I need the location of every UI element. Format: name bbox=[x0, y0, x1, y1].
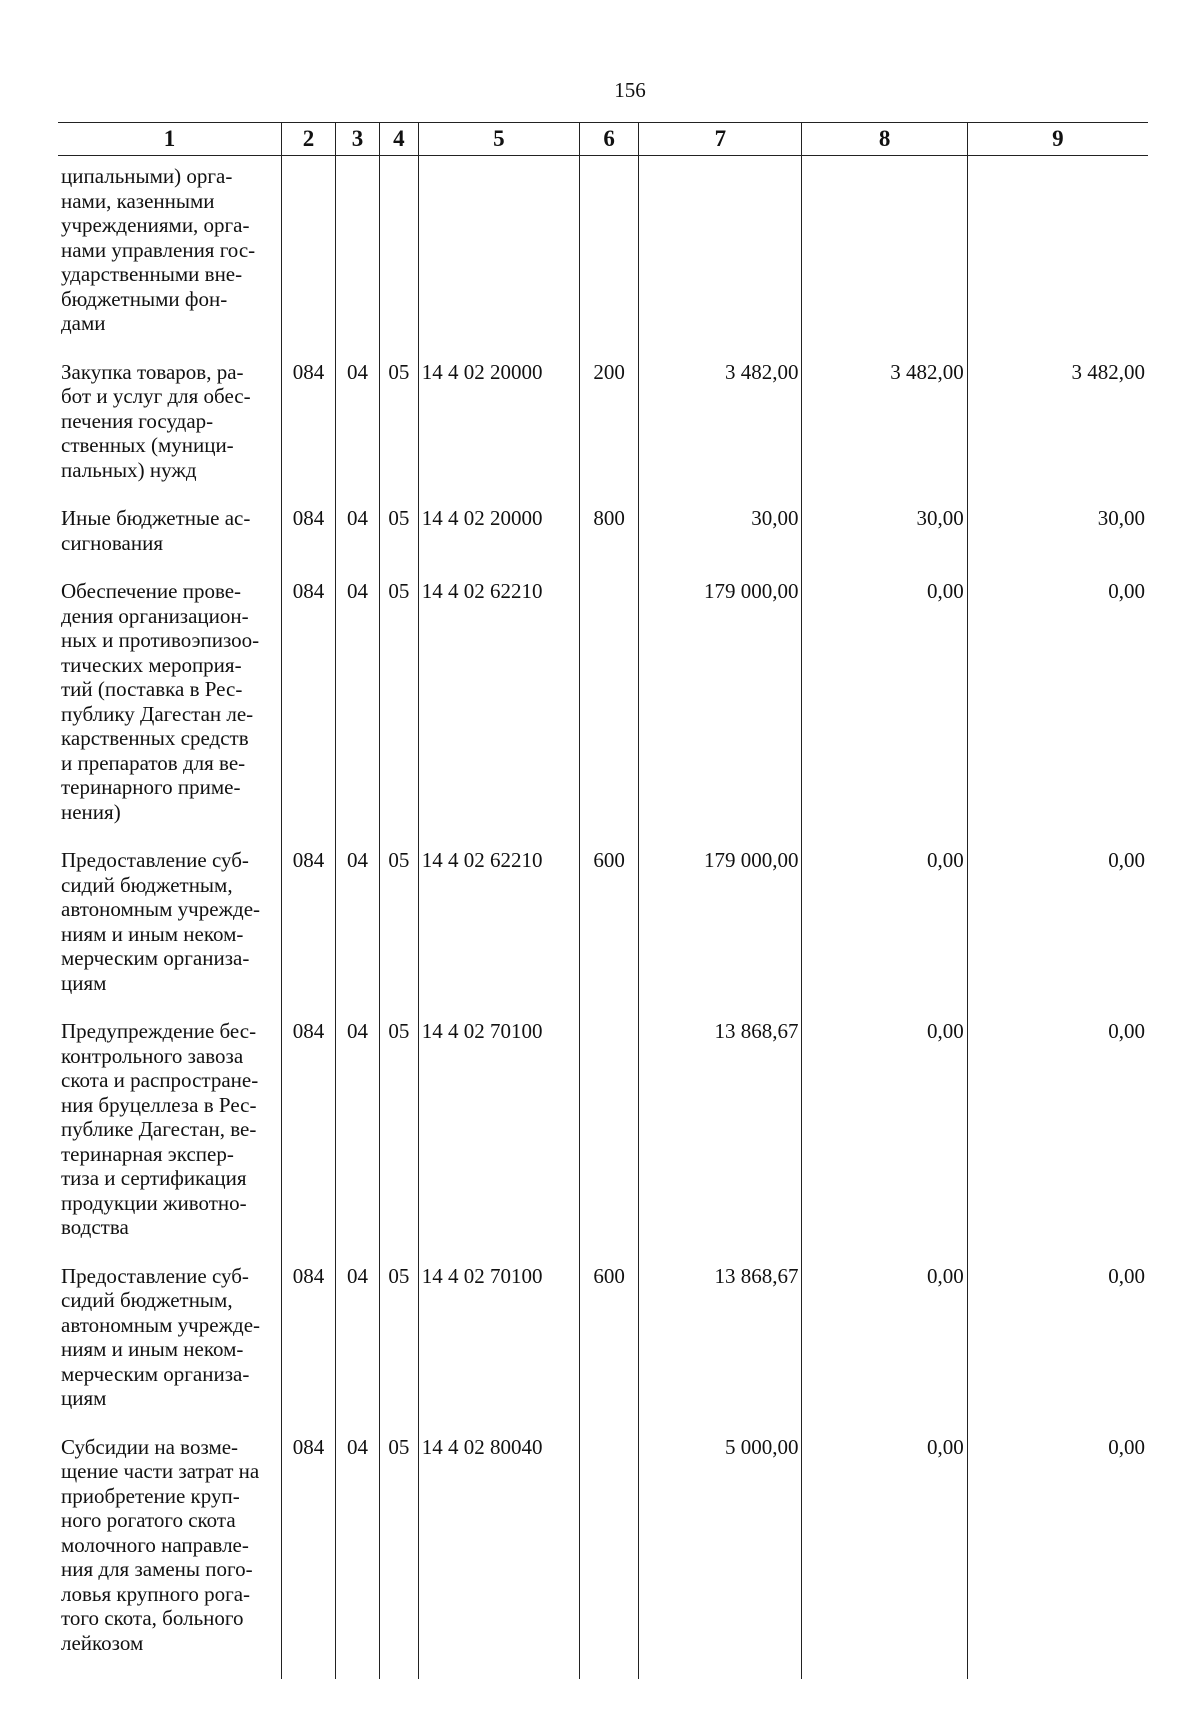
cell-amount-year1 bbox=[639, 156, 802, 360]
cell-amount-year2 bbox=[802, 156, 967, 360]
cell-expense-type bbox=[579, 156, 638, 360]
description-line: ципальными) орга- bbox=[61, 164, 233, 188]
description-line: ниям и иным неком- bbox=[61, 921, 244, 946]
description-line: сигнования bbox=[61, 530, 164, 555]
cell-amount-year2: 0,00 bbox=[802, 1435, 967, 1680]
cell-section: 04 bbox=[336, 1019, 380, 1264]
cell-expense-type: 800 bbox=[579, 506, 638, 579]
cell-description bbox=[58, 1435, 282, 1680]
cell-subsection: 05 bbox=[379, 1264, 418, 1435]
cell-section: 04 bbox=[336, 360, 380, 507]
description-line: печения государ- bbox=[61, 408, 214, 433]
cell-subsection: 05 bbox=[379, 848, 418, 1019]
table-row bbox=[58, 1019, 1148, 1264]
description-line: ственных (муници- bbox=[61, 433, 234, 457]
cell-amount-year3: 3 482,00 bbox=[967, 360, 1148, 507]
cell-target-article: 14 4 02 20000 bbox=[418, 360, 579, 507]
description-line: Закупка товаров, ра- bbox=[61, 359, 244, 384]
cell-amount-year2: 0,00 bbox=[802, 579, 967, 848]
cell-subsection: 05 bbox=[379, 1019, 418, 1264]
column-header: 1 bbox=[58, 123, 282, 156]
cell-description bbox=[58, 848, 282, 1019]
cell-ministry-code: 084 bbox=[282, 1264, 336, 1435]
description-line: сидий бюджетным, bbox=[61, 1288, 233, 1312]
description-line: нения) bbox=[61, 799, 121, 824]
cell-target-article: 14 4 02 20000 bbox=[418, 506, 579, 579]
description-line: ния бруцеллеза в Рес- bbox=[61, 1092, 257, 1117]
description-line: учреждениями, орга- bbox=[61, 213, 250, 237]
column-header: 8 bbox=[802, 123, 967, 156]
cell-target-article: 14 4 02 62210 bbox=[418, 848, 579, 1019]
column-header: 5 bbox=[418, 123, 579, 156]
description-line: циям bbox=[61, 970, 107, 995]
description-line: теринарного приме- bbox=[61, 775, 241, 799]
cell-expense-type bbox=[579, 1019, 638, 1264]
cell-subsection: 05 bbox=[379, 579, 418, 848]
description-line: карственных средств bbox=[61, 726, 249, 750]
table-row bbox=[58, 579, 1148, 848]
cell-amount-year1: 179 000,00 bbox=[639, 848, 802, 1019]
cell-ministry-code: 084 bbox=[282, 579, 336, 848]
description-line: мерческим организа- bbox=[61, 946, 250, 970]
cell-amount-year2: 0,00 bbox=[802, 1264, 967, 1435]
cell-subsection: 05 bbox=[379, 506, 418, 579]
description-line: водства bbox=[61, 1215, 129, 1239]
cell-expense-type: 200 bbox=[579, 360, 638, 507]
column-header: 3 bbox=[336, 123, 380, 156]
description-line: ниям и иным неком- bbox=[61, 1337, 244, 1361]
cell-amount-year3 bbox=[967, 156, 1148, 360]
table-body bbox=[58, 156, 1148, 1680]
cell-description bbox=[58, 1264, 282, 1435]
description-line: ния для замены пого- bbox=[61, 1557, 253, 1581]
description-line: продукции животно- bbox=[61, 1190, 247, 1215]
cell-target-article: 14 4 02 62210 bbox=[418, 579, 579, 848]
description-line: бюджетными фон- bbox=[61, 286, 228, 311]
cell-description bbox=[58, 156, 282, 360]
description-line: Иные бюджетные ас- bbox=[61, 506, 251, 530]
column-header: 4 bbox=[379, 123, 418, 156]
description-line: ловья крупного рога- bbox=[61, 1581, 251, 1606]
cell-amount-year1: 13 868,67 bbox=[639, 1264, 802, 1435]
cell-amount-year3: 0,00 bbox=[967, 1019, 1148, 1264]
cell-section: 04 bbox=[336, 1264, 380, 1435]
column-header: 6 bbox=[579, 123, 638, 156]
page-number: 156 bbox=[614, 78, 646, 102]
cell-amount-year3: 0,00 bbox=[967, 1264, 1148, 1435]
description-line: тических мероприя- bbox=[61, 652, 242, 677]
cell-subsection bbox=[379, 156, 418, 360]
cell-description bbox=[58, 360, 282, 507]
cell-amount-year3: 0,00 bbox=[967, 848, 1148, 1019]
table-row bbox=[58, 848, 1148, 1019]
table-header-row bbox=[58, 123, 1148, 156]
cell-amount-year3: 30,00 bbox=[967, 506, 1148, 579]
description-line: ного рогатого скота bbox=[61, 1508, 236, 1532]
cell-amount-year1: 13 868,67 bbox=[639, 1019, 802, 1264]
cell-amount-year1: 5 000,00 bbox=[639, 1435, 802, 1680]
cell-subsection: 05 bbox=[379, 1435, 418, 1680]
description-line: тиза и сертификация bbox=[61, 1166, 247, 1190]
cell-amount-year2: 0,00 bbox=[802, 1019, 967, 1264]
cell-section bbox=[336, 156, 380, 360]
description-line: нами, казенными bbox=[61, 188, 215, 213]
cell-amount-year3: 0,00 bbox=[967, 1435, 1148, 1680]
cell-ministry-code: 084 bbox=[282, 848, 336, 1019]
cell-section: 04 bbox=[336, 506, 380, 579]
cell-expense-type bbox=[579, 579, 638, 848]
description-line: скота и распростране- bbox=[61, 1068, 259, 1092]
cell-description bbox=[58, 1019, 282, 1264]
cell-section: 04 bbox=[336, 848, 380, 1019]
description-line: Предоставление суб- bbox=[61, 1263, 249, 1288]
cell-amount-year1: 3 482,00 bbox=[639, 360, 802, 507]
cell-subsection: 05 bbox=[379, 360, 418, 507]
column-header: 9 bbox=[967, 123, 1148, 156]
description-line: бот и услуг для обес- bbox=[61, 384, 251, 408]
description-line: контрольного завоза bbox=[61, 1043, 244, 1068]
description-line: пальных) нужд bbox=[61, 457, 197, 482]
cell-target-article: 14 4 02 70100 bbox=[418, 1264, 579, 1435]
description-line: приобретение круп- bbox=[61, 1483, 240, 1508]
description-line: автономным учрежде- bbox=[61, 1312, 261, 1337]
description-line: Предупреждение бес- bbox=[61, 1019, 257, 1043]
cell-expense-type: 600 bbox=[579, 848, 638, 1019]
description-line: Субсидии на возме- bbox=[61, 1434, 239, 1459]
cell-description bbox=[58, 506, 282, 579]
cell-ministry-code: 084 bbox=[282, 360, 336, 507]
description-line: мерческим организа- bbox=[61, 1361, 250, 1386]
cell-amount-year3: 0,00 bbox=[967, 579, 1148, 848]
description-line: Обеспечение прове- bbox=[61, 579, 242, 603]
cell-expense-type: 600 bbox=[579, 1264, 638, 1435]
description-line: циям bbox=[61, 1386, 107, 1410]
cell-amount-year1: 179 000,00 bbox=[639, 579, 802, 848]
cell-description bbox=[58, 579, 282, 848]
description-line: автономным учрежде- bbox=[61, 897, 261, 921]
description-line: публике Дагестан, ве- bbox=[61, 1117, 257, 1141]
table-row bbox=[58, 506, 1148, 579]
cell-expense-type bbox=[579, 1435, 638, 1680]
description-line: тий (поставка в Рес- bbox=[61, 677, 243, 701]
cell-amount-year1: 30,00 bbox=[639, 506, 802, 579]
cell-ministry-code bbox=[282, 156, 336, 360]
cell-target-article bbox=[418, 156, 579, 360]
cell-section: 04 bbox=[336, 1435, 380, 1680]
budget-table bbox=[58, 122, 1148, 1679]
cell-ministry-code: 084 bbox=[282, 506, 336, 579]
cell-ministry-code: 084 bbox=[282, 1019, 336, 1264]
table-row bbox=[58, 1264, 1148, 1435]
cell-amount-year2: 30,00 bbox=[802, 506, 967, 579]
table-row bbox=[58, 156, 1148, 360]
column-header: 2 bbox=[282, 123, 336, 156]
description-line: лейкозом bbox=[61, 1630, 144, 1655]
cell-ministry-code: 084 bbox=[282, 1435, 336, 1680]
description-line: дения организацион- bbox=[61, 603, 249, 628]
description-line: того скота, больного bbox=[61, 1606, 244, 1630]
description-line: ударственными вне- bbox=[61, 262, 243, 286]
cell-target-article: 14 4 02 70100 bbox=[418, 1019, 579, 1264]
table-row bbox=[58, 360, 1148, 507]
cell-target-article: 14 4 02 80040 bbox=[418, 1435, 579, 1680]
description-line: щение части затрат на bbox=[61, 1459, 260, 1483]
cell-amount-year2: 3 482,00 bbox=[802, 360, 967, 507]
description-line: и препаратов для ве- bbox=[61, 750, 246, 775]
column-header: 7 bbox=[639, 123, 802, 156]
cell-amount-year2: 0,00 bbox=[802, 848, 967, 1019]
description-line: молочного направле- bbox=[61, 1532, 249, 1557]
description-line: теринарная экспер- bbox=[61, 1141, 234, 1166]
description-line: дами bbox=[61, 311, 106, 335]
description-line: сидий бюджетным, bbox=[61, 872, 233, 897]
description-line: нами управления гос- bbox=[61, 237, 256, 262]
cell-section: 04 bbox=[336, 579, 380, 848]
description-line: ных и противоэпизоо- bbox=[61, 628, 260, 652]
description-line: Предоставление суб- bbox=[61, 848, 249, 872]
description-line: публику Дагестан ле- bbox=[61, 701, 254, 726]
table-row bbox=[58, 1435, 1148, 1680]
